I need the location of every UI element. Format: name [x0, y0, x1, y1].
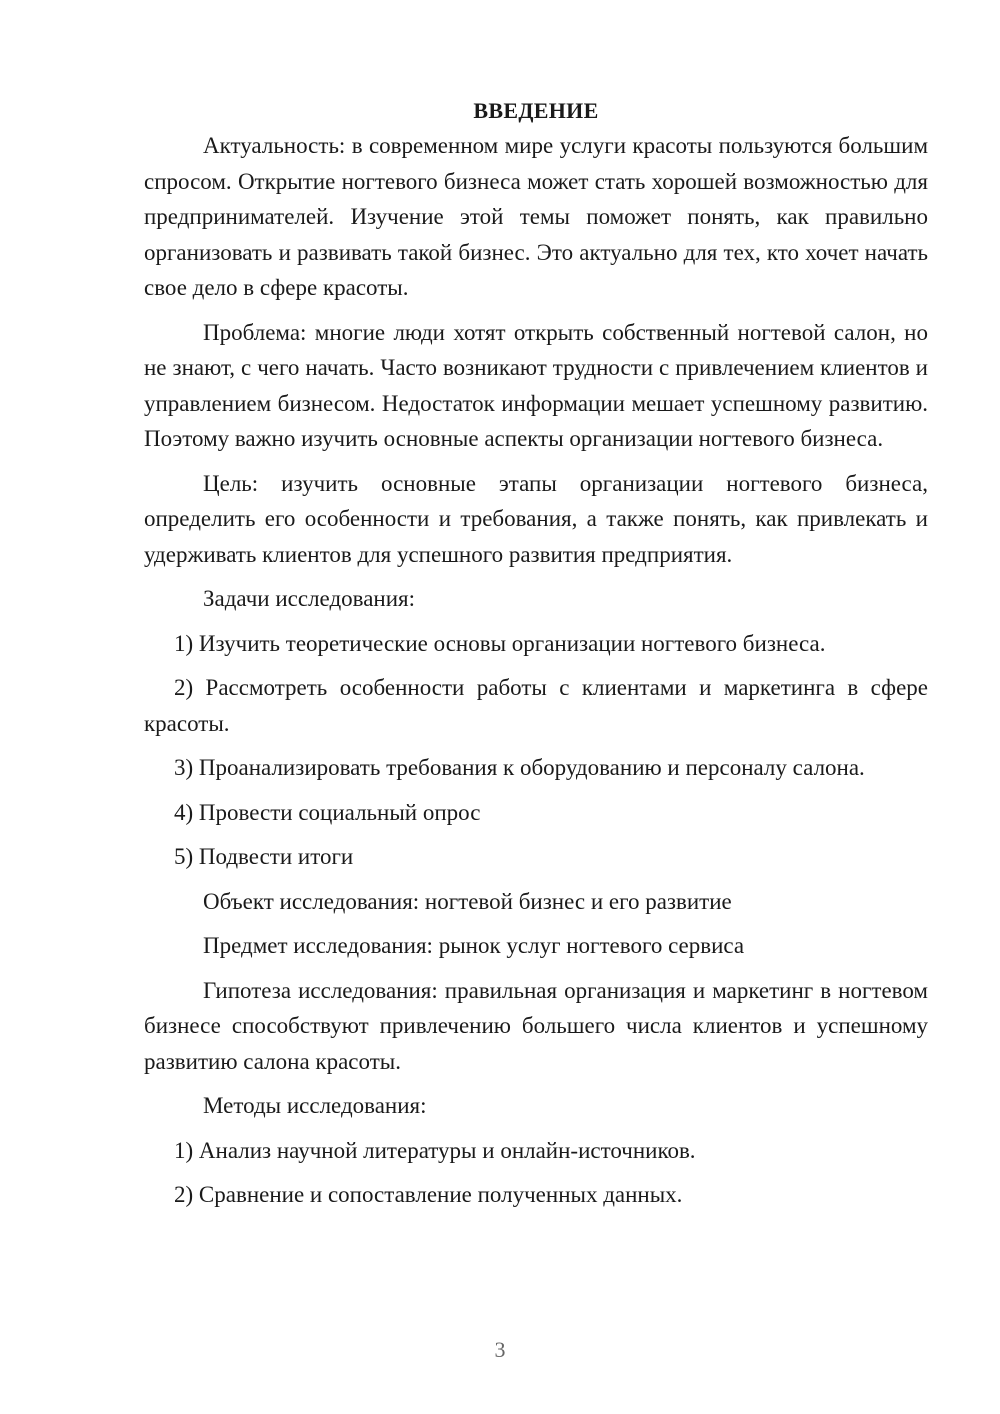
relevance-paragraph: Актуальность: в современном мире услуги красоты пользуются большим спросом. Открытие ногтевого бизнеса может стать хорошей возможностью для предпринимателей. Изучение этой темы поможет понять, как правильно организовать и развивать такой бизнес. Это актуально для тех, кто хочет начать свое дело в сфере красоты.	[144, 133, 928, 300]
method-item-2: 2) Сравнение и сопоставление полученных данных.	[174, 1182, 683, 1207]
tasks-heading: Задачи исследования:	[203, 586, 416, 611]
hypothesis-paragraph: Гипотеза исследования: правильная организация и маркетинг в ногтевом бизнесе способствуют привлечению большего числа клиентов и успешному развитию салона красоты.	[144, 977, 928, 1074]
goal-paragraph: Цель: изучить основные этапы организации ногтевого бизнеса, определить его особенности и требования, а также понять, как привлекать и удерживать клиентов для успешного развития предприятия.	[144, 470, 928, 567]
method-item-1: 1) Анализ научной литературы и онлайн-источников.	[174, 1137, 696, 1163]
problem-paragraph: Проблема: многие люди хотят открыть собственный ногтевой салон, но не знают, с чего начать. Часто возникают трудности с привлечением клиентов и управлением бизнесом. Недостаток информации мешает успешному развитию. Поэтому важно изучить основные аспекты организации ногтевого бизнеса.	[144, 319, 928, 451]
task-item-5: 5) Подвести итоги	[174, 844, 354, 869]
object-line: Объект исследования: ногтевой бизнес и его развитие	[203, 888, 732, 914]
methods-list	[144, 1133, 928, 1213]
task-item-4: 4) Провести социальный опрос	[174, 799, 481, 825]
task-item-1: 1) Изучить теоретические основы организации ногтевого бизнеса.	[174, 630, 826, 656]
subject-line: Предмет исследования: рынок услуг ногтевого сервиса	[203, 933, 745, 958]
methods-heading: Методы исследования:	[203, 1093, 427, 1118]
page-title: ВВЕДЕНИЕ	[473, 98, 599, 123]
page-number: 3	[494, 1337, 506, 1362]
task-item-3: 3) Проанализировать требования к оборудованию и персоналу салона.	[174, 755, 865, 780]
task-item-2: 2) Рассмотреть особенности работы с клиентами и маркетинга в сфере красоты.	[144, 675, 928, 736]
tasks-list	[144, 626, 928, 875]
